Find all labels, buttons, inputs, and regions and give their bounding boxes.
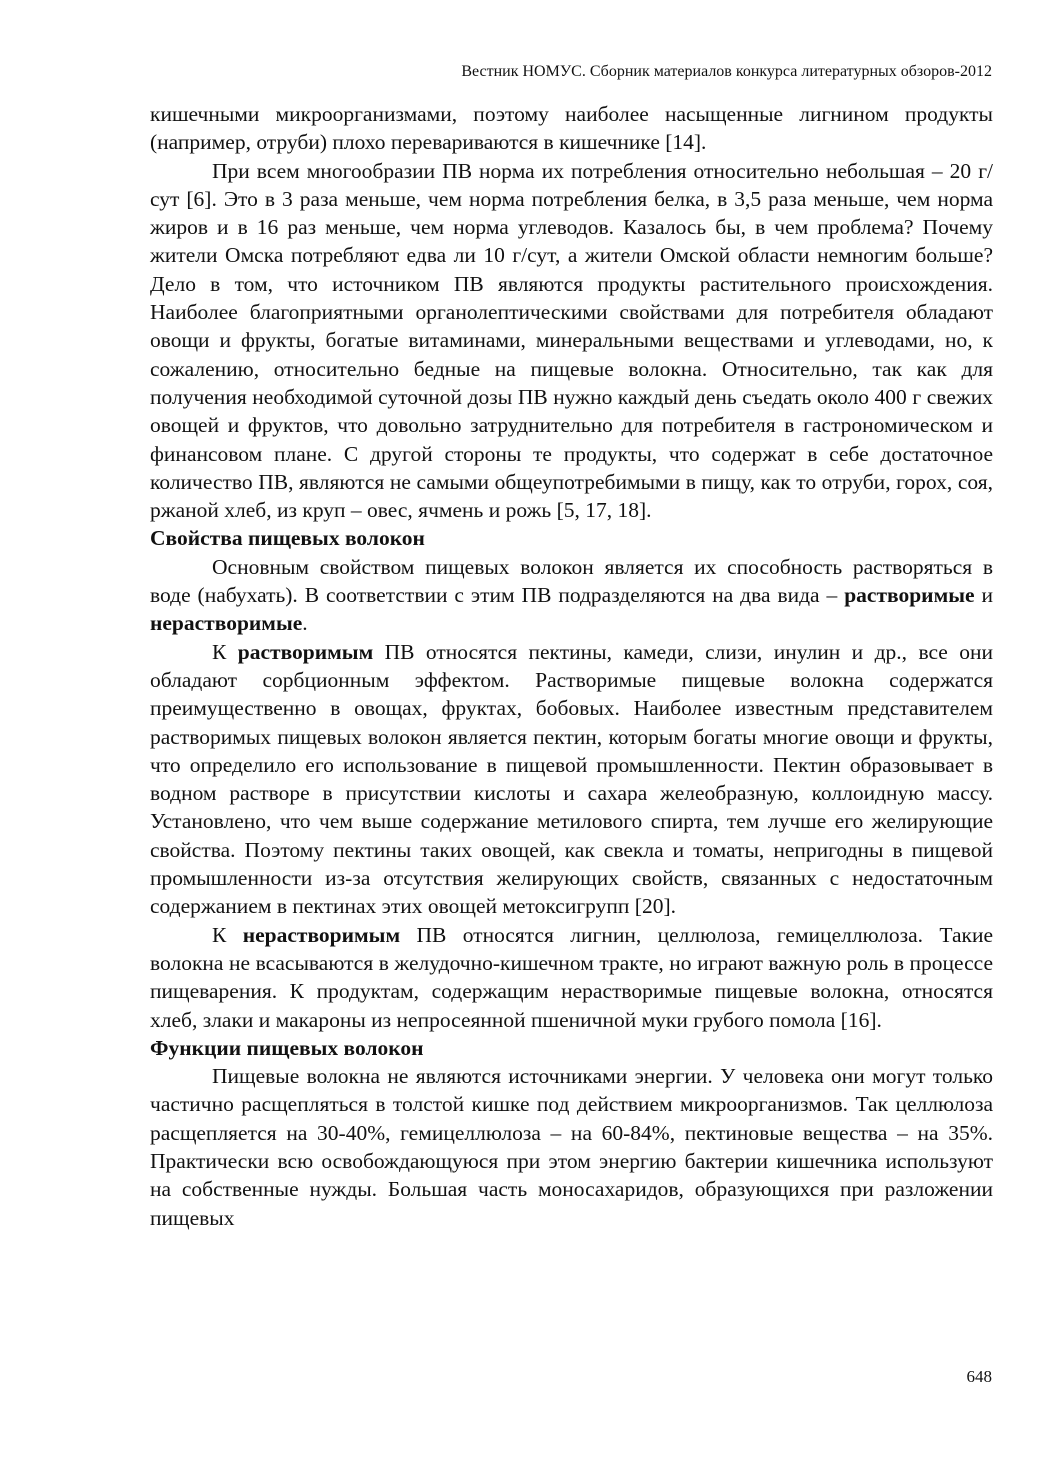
section-heading-functions: Функции пищевых волокон [150,1035,424,1060]
paragraph-continuation: кишечными микроорганизмами, поэтому наиболее насыщенные лигнином продукты (например, отруби) плохо перевариваются в кишечнике [14]. [150,102,993,155]
paragraph-norm-consumption: При всем многообразии ПВ норма их потребления относительно небольшая – 20 г/сут [6]. Это в 3 раза меньше, чем норма потребления белка, в 3,5 раза меньше, чем норма жиров и в 16 раз меньше, чем норма углеводов. Казалось бы, в чем проблема? Почему жители Омска потребляют едва ли 10 г/сут, а жители Омской области немногим больше? Дело в том, что источником ПВ являются продукты растительного происхождения. Наиболее благоприятными органолептическими свойствами для потребителя обладают овощи и фрукты, богатые витаминами, минеральными веществами и углеводами, но, к сожалению, относительно бедные на пищевые волокна. Относительно, так как для получения необходимой суточной дозы ПВ нужно каждый день съедать около 400 г свежих овощей и фруктов, что довольно затруднительно для потребителя в гастрономическом и финансовом плане. С другой стороны те продукты, что содержат в себе достаточное количество ПВ, являются не самыми общеупотребимыми в пищу, как то отруби, горох, соя, ржаной хлеб, из круп – овес, ячмень и рожь [5, 17, 18]. [150,158,993,523]
text-span: К [212,639,238,664]
bold-term-soluble-dative: растворимым [237,639,374,664]
paragraph-soluble-fibers [150,638,993,921]
bold-term-insoluble: нерастворимые [150,611,303,636]
bold-term-insoluble-dative: нерастворимым [242,922,401,947]
paragraph-functions: Пищевые волокна не являются источниками энергии. У человека они могут только частично расщепляться в толстой кишке под действием микроорганизмов. Так целлюлоза расщепляется на 30-40%, гемицеллюлоза – на 60-84%, пектиновые вещества – на 35%. Практически всю освобождающуюся при этом энергию бактерии кишечника используют на собственные нужды. Большая часть моносахаридов, образующихся при разложении пищевых [150,1064,993,1230]
text-span: К [212,922,243,947]
text-span: . [302,611,308,636]
page-number: 648 [966,1367,992,1386]
text-span: ПВ относятся пектины, камеди, слизи, инулин и др., все они обладают сорбционным эффектом. Растворимые пищевые волокна содержатся преимущественно в овощах, фруктах, бобовых. Наиболее известным представителем растворимых пищевых волокон является пектин, которым богаты многие овощи и фрукты, что определило его использование в пищевой промышленности. Пектин образовывает в водном растворе в присутствии кислоты и сахара желеобразную, коллоидную массу. Установлено, что чем выше содержание метилового спирта, тем лучше его желирующие свойства. Поэтому пектины таких овощей, как свекла и томаты, непригодны в пищевой промышленности из-за отсутствия желирующих свойств, связанных с недостаточным содержанием в пектинах этих овощей метоксигрупп [20]. [150,639,993,919]
text-span: Основным свойством пищевых волокон является их способность растворяться в воде (набухать). В соответствии с этим ПВ подразделяются на два вида – [150,554,993,608]
paragraph-insoluble-fibers [150,921,993,1034]
body-text [150,100,993,1232]
text-span: ПВ относятся лигнин, целлюлоза, гемицеллюлоза. Такие волокна не всасываются в желудочно-кишечном тракте, но играют важную роль в процессе пищеварения. К продуктам, содержащим нерастворимые пищевые волокна, относятся хлеб, злаки и макароны из непросеянной пшеничной муки грубого помола [16]. [150,922,993,1032]
section-heading-properties: Свойства пищевых волокон [150,526,425,551]
paragraph-solubility [150,553,993,638]
bold-term-soluble: растворимые [844,583,975,608]
running-header: Вестник НОМУС. Сборник материалов конкурса литературных обзоров-2012 [461,63,992,80]
text-span: и [974,583,993,608]
